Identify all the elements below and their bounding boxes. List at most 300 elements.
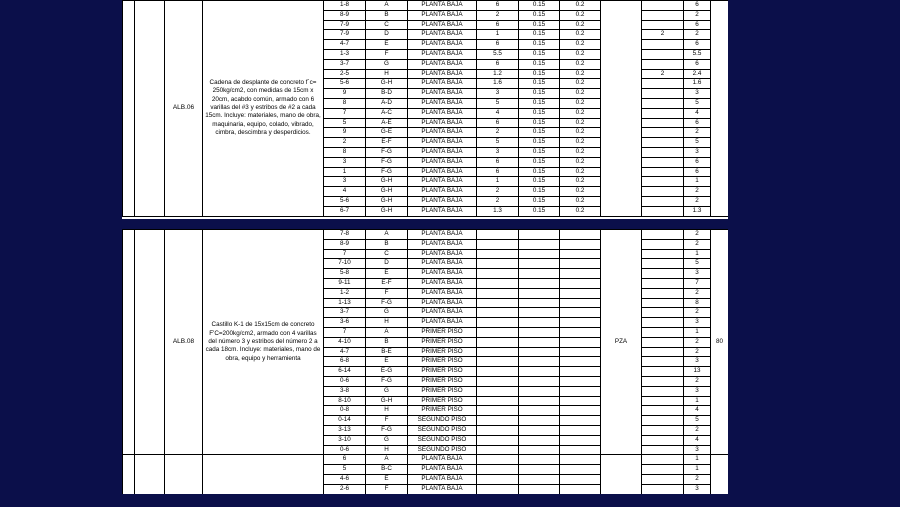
cell-level: PLANTA BAJA (408, 239, 477, 249)
cell-length (477, 445, 519, 455)
cell-length: 3 (477, 147, 519, 157)
cell-height (560, 406, 601, 416)
cell-axis: H (366, 69, 408, 79)
cell-level: PLANTA BAJA (408, 59, 477, 69)
cell-width: 0.15 (519, 49, 560, 59)
cell-level: PLANTA BAJA (408, 128, 477, 138)
cell-level: PLANTA BAJA (408, 20, 477, 30)
cell-pieces (642, 89, 684, 99)
cell-width: 0.15 (519, 59, 560, 69)
cell-height: 0.2 (560, 138, 601, 148)
cell-level: PRIMER PISO (408, 406, 477, 416)
cell-level: PRIMER PISO (408, 327, 477, 337)
cell-axis-range: 5-6 (324, 196, 366, 206)
cell-length: 2 (477, 196, 519, 206)
cell-height: 0.2 (560, 177, 601, 187)
cell-length (477, 327, 519, 337)
cell-pieces (642, 98, 684, 108)
cell-height (560, 416, 601, 426)
cell-height: 0.2 (560, 69, 601, 79)
cell-pieces (642, 259, 684, 269)
cell-axis-range: 3-7 (324, 59, 366, 69)
cell-length (477, 396, 519, 406)
cell-axis-range: 3 (324, 157, 366, 167)
cell-axis: C (366, 20, 408, 30)
cell-axis-range: 8-10 (324, 396, 366, 406)
cell-axis-range: 9 (324, 128, 366, 138)
cell-axis-range: 4 (324, 187, 366, 197)
cell-pieces (642, 177, 684, 187)
cell-width: 0.15 (519, 118, 560, 128)
cell-axis-range: 4-10 (324, 337, 366, 347)
cell-level: PLANTA BAJA (408, 49, 477, 59)
cell-level: PLANTA BAJA (408, 249, 477, 259)
table-body-alb08 (123, 230, 729, 495)
cell-height (560, 396, 601, 406)
cell-quantity: 1 (684, 465, 711, 475)
cell-quantity: 5 (684, 416, 711, 426)
cell-width (519, 406, 560, 416)
cell-height: 0.2 (560, 40, 601, 50)
cell-length: 6 (477, 40, 519, 50)
cell-height (560, 230, 601, 240)
cell-axis: B (366, 10, 408, 20)
cell-height (560, 318, 601, 328)
cell-axis-range: 6-8 (324, 357, 366, 367)
unit-cell (601, 455, 642, 494)
cell-level: PLANTA BAJA (408, 118, 477, 128)
cell-axis: G-H (366, 79, 408, 89)
cell-level: PLANTA BAJA (408, 40, 477, 50)
cell-axis-range: 5-8 (324, 269, 366, 279)
cell-axis: G (366, 386, 408, 396)
cell-length (477, 230, 519, 240)
cell-height: 0.2 (560, 98, 601, 108)
cell-level: PLANTA BAJA (408, 196, 477, 206)
cell-quantity: 2 (684, 230, 711, 240)
cell-axis: F-G (366, 167, 408, 177)
cell-level: PLANTA BAJA (408, 147, 477, 157)
cell-quantity: 1.3 (684, 206, 711, 216)
cell-level: PLANTA BAJA (408, 177, 477, 187)
cell-width (519, 435, 560, 445)
cell-level: PLANTA BAJA (408, 10, 477, 20)
cell-height: 0.2 (560, 30, 601, 40)
cell-pieces (642, 108, 684, 118)
cell-quantity: 4 (684, 406, 711, 416)
cell-quantity: 5 (684, 138, 711, 148)
cell-length (477, 425, 519, 435)
cell-pieces (642, 206, 684, 216)
cell-width: 0.15 (519, 187, 560, 197)
cell-width (519, 318, 560, 328)
cell-width: 0.15 (519, 98, 560, 108)
cell-pieces (642, 465, 684, 475)
cell-pieces (642, 278, 684, 288)
cell-quantity: 6 (684, 118, 711, 128)
cell-level: PLANTA BAJA (408, 30, 477, 40)
cell-length: 2 (477, 187, 519, 197)
cell-width: 0.15 (519, 157, 560, 167)
cell-axis-range: 7 (324, 249, 366, 259)
cell-height (560, 269, 601, 279)
cell-pieces (642, 147, 684, 157)
cell-quantity: 3 (684, 357, 711, 367)
total-cell: 80 (711, 230, 729, 455)
cell-length: 1.2 (477, 69, 519, 79)
cell-quantity: 6 (684, 20, 711, 30)
cell-height: 0.2 (560, 187, 601, 197)
cell-quantity: 6 (684, 157, 711, 167)
cell-pieces (642, 138, 684, 148)
cell-length (477, 347, 519, 357)
cell-length: 6 (477, 59, 519, 69)
cell-axis: A (366, 455, 408, 465)
cell-length (477, 239, 519, 249)
cell-quantity: 2 (684, 30, 711, 40)
cell-quantity: 2 (684, 10, 711, 20)
table-alb06 (122, 0, 728, 217)
cell-length: 5 (477, 138, 519, 148)
cell-quantity: 1 (684, 249, 711, 259)
cell-length (477, 337, 519, 347)
cell-quantity: 6 (684, 167, 711, 177)
cell-axis-range: 8-9 (324, 239, 366, 249)
cell-width: 0.15 (519, 147, 560, 157)
cell-level: PRIMER PISO (408, 386, 477, 396)
cell-axis: G-H (366, 196, 408, 206)
cell-height: 0.2 (560, 89, 601, 99)
cell-quantity: 2 (684, 187, 711, 197)
cell-level: PLANTA BAJA (408, 278, 477, 288)
cell-axis: B (366, 337, 408, 347)
cell-height (560, 347, 601, 357)
cell-quantity: 2 (684, 376, 711, 386)
cell-width (519, 445, 560, 455)
cell-width: 0.15 (519, 30, 560, 40)
cell-length: 3 (477, 89, 519, 99)
item-code: ALB.08 (165, 230, 203, 455)
cell-axis: D (366, 259, 408, 269)
cell-width (519, 465, 560, 475)
cell-axis: G-E (366, 128, 408, 138)
cell-height (560, 367, 601, 377)
cell-pieces (642, 288, 684, 298)
cell-quantity: 4 (684, 108, 711, 118)
cell-width (519, 259, 560, 269)
cell-pieces (642, 187, 684, 197)
cell-axis: G-H (366, 187, 408, 197)
cell-axis-range: 7-8 (324, 230, 366, 240)
cell-level: PLANTA BAJA (408, 455, 477, 465)
cell-level: PLANTA BAJA (408, 1, 477, 11)
cell-pieces (642, 1, 684, 11)
cell-width (519, 230, 560, 240)
cell-length (477, 484, 519, 494)
cell-level: PLANTA BAJA (408, 230, 477, 240)
cell-axis: B-C (366, 465, 408, 475)
cell-width: 0.15 (519, 79, 560, 89)
cell-length: 6 (477, 1, 519, 11)
cell-length (477, 465, 519, 475)
cell-width (519, 425, 560, 435)
cell-axis-range: 7-10 (324, 259, 366, 269)
cell-quantity: 1 (684, 455, 711, 465)
cell-length: 2 (477, 10, 519, 20)
cell-axis: A (366, 1, 408, 11)
cell-quantity: 3 (684, 386, 711, 396)
cell-width: 0.15 (519, 108, 560, 118)
cell-length: 6 (477, 157, 519, 167)
cell-axis: F (366, 49, 408, 59)
cell-level: PLANTA BAJA (408, 79, 477, 89)
cell-length (477, 435, 519, 445)
cell-pieces (642, 298, 684, 308)
cell-pieces (642, 347, 684, 357)
cell-axis: E-F (366, 138, 408, 148)
cell-width: 0.15 (519, 40, 560, 50)
item-description (203, 455, 324, 494)
cell-axis: F (366, 484, 408, 494)
cell-length (477, 288, 519, 298)
cell-axis-range: 3-8 (324, 386, 366, 396)
cell-pieces (642, 455, 684, 465)
cell-length (477, 367, 519, 377)
cell-axis-range: 3-13 (324, 425, 366, 435)
cell-height (560, 445, 601, 455)
cell-height (560, 308, 601, 318)
cell-quantity: 1 (684, 327, 711, 337)
cell-quantity: 3 (684, 89, 711, 99)
total-cell (711, 455, 729, 494)
item-description: Castillo K-1 de 15x15cm de concreto F'C=200kg/cm2, armado con 4 varillas del número 3 y estribos del número 2 a cada 18cm. Incluye: materiales, mano de obra, equipo y herramienta (203, 230, 324, 455)
cell-level: PLANTA BAJA (408, 288, 477, 298)
cell-height: 0.2 (560, 206, 601, 216)
cell-height (560, 435, 601, 445)
cell-axis: E (366, 357, 408, 367)
cell-level: PRIMER PISO (408, 396, 477, 406)
cell-height: 0.2 (560, 79, 601, 89)
cell-pieces (642, 357, 684, 367)
table-row (123, 1, 729, 11)
cell-length (477, 249, 519, 259)
cell-pieces (642, 249, 684, 259)
cell-width: 0.15 (519, 128, 560, 138)
cell-length: 6 (477, 118, 519, 128)
cell-level: PLANTA BAJA (408, 308, 477, 318)
cell-length: 5.5 (477, 49, 519, 59)
cell-axis: F (366, 288, 408, 298)
cell-height (560, 249, 601, 259)
cell-level: PLANTA BAJA (408, 206, 477, 216)
cell-axis-range: 0-6 (324, 445, 366, 455)
cell-length: 1.3 (477, 206, 519, 216)
cell-axis: B-E (366, 347, 408, 357)
cell-pieces (642, 406, 684, 416)
cell-height: 0.2 (560, 196, 601, 206)
cell-pieces (642, 79, 684, 89)
cell-height (560, 455, 601, 465)
cell-height (560, 288, 601, 298)
unit-cell: PZA (601, 230, 642, 455)
cell-axis-range: 1 (324, 167, 366, 177)
cell-height (560, 337, 601, 347)
cell-height: 0.2 (560, 49, 601, 59)
cell-length (477, 474, 519, 484)
cell-height: 0.2 (560, 157, 601, 167)
cell-pieces (642, 367, 684, 377)
cell-quantity: 1 (684, 177, 711, 187)
cell-axis-range: 1-8 (324, 1, 366, 11)
cell-axis-range: 8-9 (324, 10, 366, 20)
cell-pieces (642, 386, 684, 396)
cell-width: 0.15 (519, 196, 560, 206)
cell-pieces (642, 118, 684, 128)
cell-axis: B (366, 239, 408, 249)
cell-quantity: 2 (684, 347, 711, 357)
cell-axis-range: 3-6 (324, 318, 366, 328)
cell-axis-range: 1-13 (324, 298, 366, 308)
cell-axis: A-D (366, 98, 408, 108)
margin-cell (135, 1, 165, 217)
cell-length: 6 (477, 167, 519, 177)
cell-width: 0.15 (519, 89, 560, 99)
cell-level: PLANTA BAJA (408, 465, 477, 475)
cell-level: PLANTA BAJA (408, 484, 477, 494)
cell-pieces (642, 167, 684, 177)
cell-level: PLANTA BAJA (408, 269, 477, 279)
cell-pieces (642, 425, 684, 435)
cell-pieces (642, 484, 684, 494)
cell-pieces (642, 10, 684, 20)
cell-axis-range: 4-6 (324, 474, 366, 484)
cell-height (560, 298, 601, 308)
cell-height (560, 259, 601, 269)
cell-pieces (642, 59, 684, 69)
cell-quantity: 2 (684, 196, 711, 206)
cell-height (560, 327, 601, 337)
cell-width (519, 396, 560, 406)
cell-axis-range: 8 (324, 147, 366, 157)
cell-pieces (642, 327, 684, 337)
cell-length (477, 386, 519, 396)
cell-pieces (642, 20, 684, 30)
cell-axis: F (366, 416, 408, 426)
cell-length (477, 376, 519, 386)
cell-height (560, 386, 601, 396)
cell-length (477, 406, 519, 416)
cell-axis: H (366, 406, 408, 416)
cell-axis-range: 6-14 (324, 367, 366, 377)
cell-height: 0.2 (560, 1, 601, 11)
cell-width (519, 367, 560, 377)
cell-length (477, 416, 519, 426)
cell-level: PLANTA BAJA (408, 318, 477, 328)
cell-axis: G (366, 308, 408, 318)
margin-cell (135, 455, 165, 494)
cell-quantity: 2 (684, 425, 711, 435)
cell-axis: G (366, 59, 408, 69)
cell-quantity: 2 (684, 239, 711, 249)
cell-quantity: 2 (684, 128, 711, 138)
cell-width (519, 278, 560, 288)
cell-axis: G-H (366, 206, 408, 216)
cell-axis: A (366, 327, 408, 337)
cell-axis: F-G (366, 157, 408, 167)
cell-height: 0.2 (560, 108, 601, 118)
cell-height: 0.2 (560, 10, 601, 20)
cell-axis-range: 5 (324, 465, 366, 475)
cell-axis: G-H (366, 177, 408, 187)
cell-quantity: 2 (684, 337, 711, 347)
table-row (123, 230, 729, 240)
item-code (165, 455, 203, 494)
cell-axis: G-H (366, 396, 408, 406)
cell-width: 0.15 (519, 206, 560, 216)
cell-axis-range: 4-7 (324, 347, 366, 357)
cell-quantity: 5 (684, 259, 711, 269)
cell-quantity: 3 (684, 269, 711, 279)
unit-cell (601, 1, 642, 217)
cell-length: 6 (477, 20, 519, 30)
cell-axis-range: 5 (324, 118, 366, 128)
cell-axis: E-G (366, 367, 408, 377)
cell-axis: E (366, 269, 408, 279)
cell-level: PLANTA BAJA (408, 474, 477, 484)
cell-quantity: 8 (684, 298, 711, 308)
table-row (123, 455, 729, 465)
cell-width (519, 327, 560, 337)
cell-width (519, 455, 560, 465)
cell-pieces (642, 49, 684, 59)
cell-pieces (642, 376, 684, 386)
cell-axis-range: 1-2 (324, 288, 366, 298)
cell-height (560, 239, 601, 249)
cell-level: PLANTA BAJA (408, 138, 477, 148)
cell-pieces: 2 (642, 30, 684, 40)
cell-level: PLANTA BAJA (408, 157, 477, 167)
cell-quantity: 3 (684, 445, 711, 455)
cell-level: PLANTA BAJA (408, 89, 477, 99)
cell-pieces (642, 337, 684, 347)
cell-pieces (642, 318, 684, 328)
cell-level: SEGUNDO PISO (408, 416, 477, 426)
cell-axis-range: 7-9 (324, 30, 366, 40)
cell-level: SEGUNDO PISO (408, 425, 477, 435)
cell-pieces (642, 128, 684, 138)
cell-level: PLANTA BAJA (408, 108, 477, 118)
cell-width (519, 416, 560, 426)
table-alb08 (122, 229, 728, 494)
cell-height: 0.2 (560, 147, 601, 157)
cell-level: PLANTA BAJA (408, 298, 477, 308)
cell-axis: E (366, 474, 408, 484)
cell-length (477, 308, 519, 318)
cell-width (519, 249, 560, 259)
cell-length: 5 (477, 98, 519, 108)
cell-pieces (642, 416, 684, 426)
cell-pieces (642, 157, 684, 167)
cell-axis: B-D (366, 89, 408, 99)
cell-axis-range: 0-8 (324, 406, 366, 416)
cell-width: 0.15 (519, 138, 560, 148)
cell-pieces (642, 308, 684, 318)
cell-quantity: 5 (684, 98, 711, 108)
margin-cell (123, 455, 135, 494)
cell-level: PRIMER PISO (408, 376, 477, 386)
cell-axis-range: 3-7 (324, 308, 366, 318)
cell-axis-range: 7-9 (324, 20, 366, 30)
